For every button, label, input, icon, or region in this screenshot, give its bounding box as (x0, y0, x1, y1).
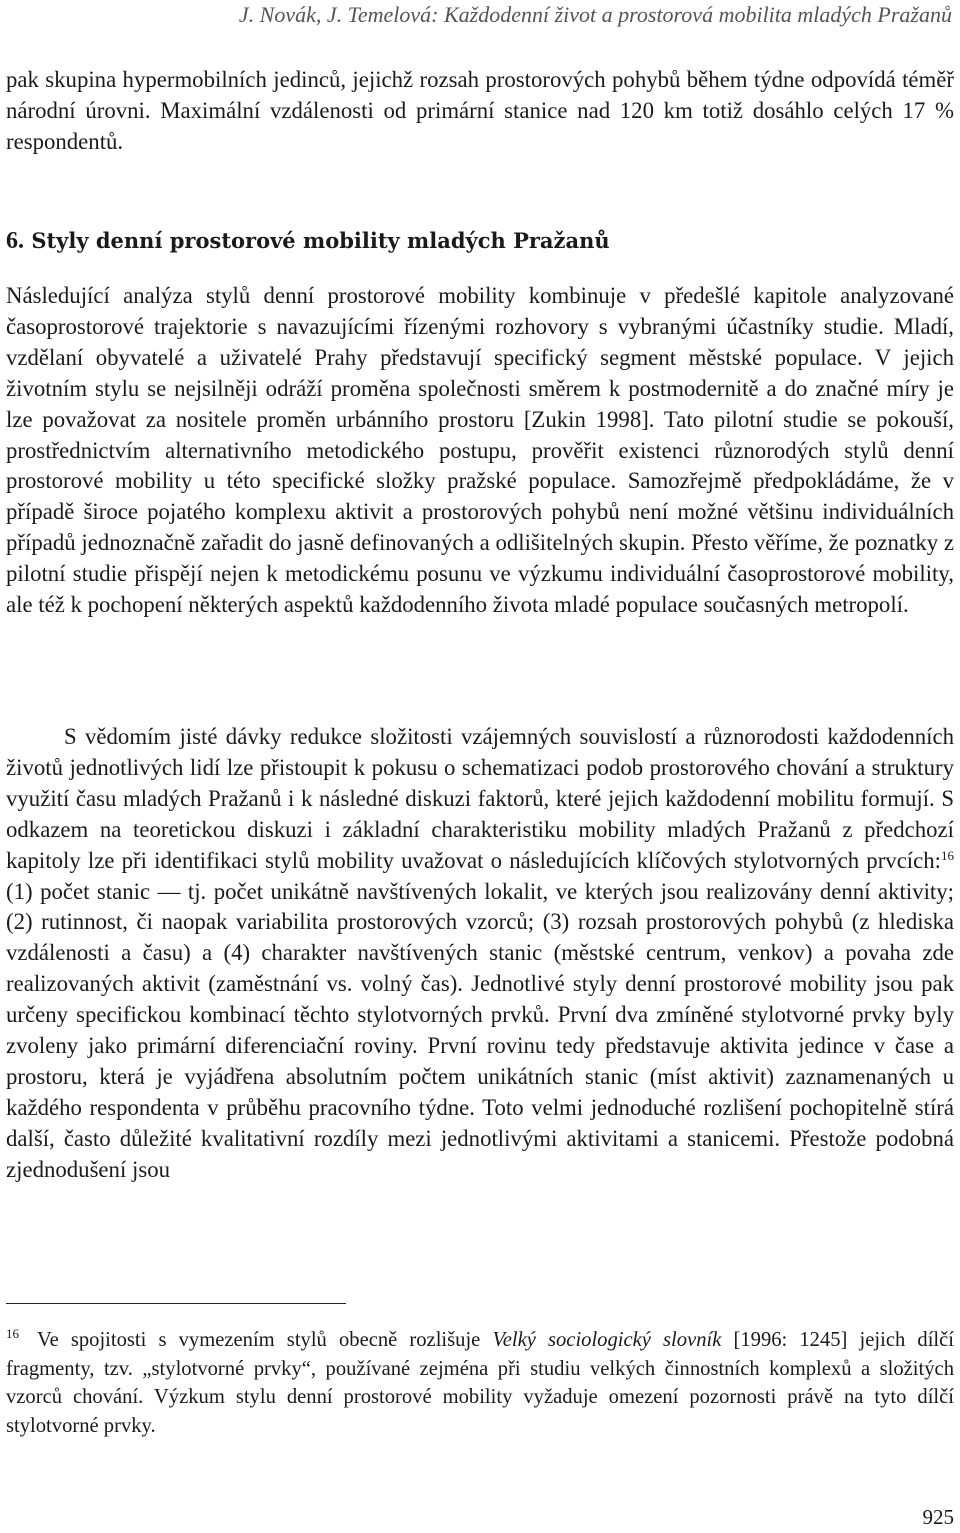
footnote-divider (6, 1303, 346, 1304)
footnote-text-start: Ve spojitosti s vymezením stylů obecně rozlišuje (37, 1329, 493, 1351)
footnote-number: 16 (6, 1326, 19, 1341)
intro-paragraph: pak skupina hypermobilních jedinců, jejichž rozsah prostorových pohybů během týdne odpovídá téměř národní úrovni. Maximální vzdálenosti od primární stanice nad 120 km totiž dosáhlo celých 17 % respondentů. (6, 67, 954, 154)
paragraph-2-text-start: S vědomím jisté dávky redukce složitosti vzájemných souvislostí a různorodosti každodenních životů jednotlivých lidí lze přistoupit k pokusu o schematizaci podob prostorového chování a struktury využití času mladých Pražanů i k následné diskuzi faktorů, které jejich každodenní mobilitu formují. S odkazem na teoretickou diskuzi i základní charakteristiku mobility mladých Pražanů z předchozí kapitoly lze při identifikaci stylů mobility uvažovat o následujících klíčových stylotvorných prvcích: (6, 724, 954, 873)
running-header: J. Novák, J. Temelová: Každodenní život a prostorová mobilita mladých Pražanů (238, 2, 952, 27)
paragraph-2 (6, 722, 954, 1186)
footnote-text-end: [1996: 1245] jejich dílčí fragmenty, tzv. „stylotvorné prvky“, používané zejména při studiu velkých činnostních komplexů a složitých vzorců chování. Výzkum stylu denní prostorové mobility vyžaduje omezení pozornosti právě na tyto dílčí stylotvorné prvky. (6, 1329, 954, 1437)
footnote-citation-title: Velký sociologický slovník (492, 1329, 722, 1351)
footnote-16 (6, 1326, 954, 1440)
footnote-reference[interactable]: 16 (941, 847, 954, 863)
paragraph-1: Následující analýza stylů denní prostorové mobility kombinuje v předešlé kapitole analyzované časoprostorové trajektorie s navazujícími řízenými rozhovory s vybranými účastníky studie. Mladí, vzdělaní obyvatelé a uživatelé Prahy představují specifický segment městské populace. V jejich životním stylu se nejsilněji odráží proměna společnosti směrem k postmodernitě a do značné míry je lze považovat za nositele proměn urbánního prostoru [Zukin 1998]. Tato pilotní studie se pokouší, prostřednictvím alternativního metodického postupu, prověřit existenci různorodých stylů denní prostorové mobility u této specifické složky pražské populace. Samozřejmě předpokládáme, že v případě široce pojatého komplexu aktivit a prostorových pohybů není možné většinu individuálních případů jednoznačně zařadit do jasně definovaných a odlišitelných skupin. Přesto věříme, že poznatky z pilotní studie přispějí nejen k metodickému posunu ve výzkumu individuální časoprostorové mobility, ale též k pochopení některých aspektů každodenního života mladé populace současných metropolí. (6, 283, 954, 618)
section-title: Styly denní prostorové mobility mladých Pražanů (31, 228, 610, 253)
paragraph-2-text-end: (1) počet stanic — tj. počet unikátně navštívených lokalit, ve kterých jsou realizovány denní aktivity; (2) rutinnost, či naopak variabilita prostorových vzorců; (3) rozsah prostorových pohybů (z hlediska vzdálenosti a času) a (4) charakter navštívených stanic (městské centrum, venkov) a povaha zde realizovaných aktivit (zaměstnání vs. volný čas). Jednotlivé styly denní prostorové mobility jsou pak určeny specifickou kombinací těchto stylotvorných prvků. První dva zmíněné stylotvorné prvky byly zvoleny jako primární diferenciační roviny. První rovinu tedy představuje aktivita jedince v čase a prostoru, která je vyjádřena absolutním počtem unikátních stanic (míst aktivit) zaznamenaných u každého respondenta v průběhu pracovního týdne. Toto velmi jednoduché rozlišení pochopitelně stírá další, často důležité kvalitativní rozdíly mezi jednotlivými aktivitami a stanicemi. Přestože podobná zjednodušení jsou (6, 878, 954, 1182)
section-number: 6. (6, 228, 24, 254)
page-number: 925 (922, 1505, 954, 1529)
section-heading (6, 226, 610, 256)
